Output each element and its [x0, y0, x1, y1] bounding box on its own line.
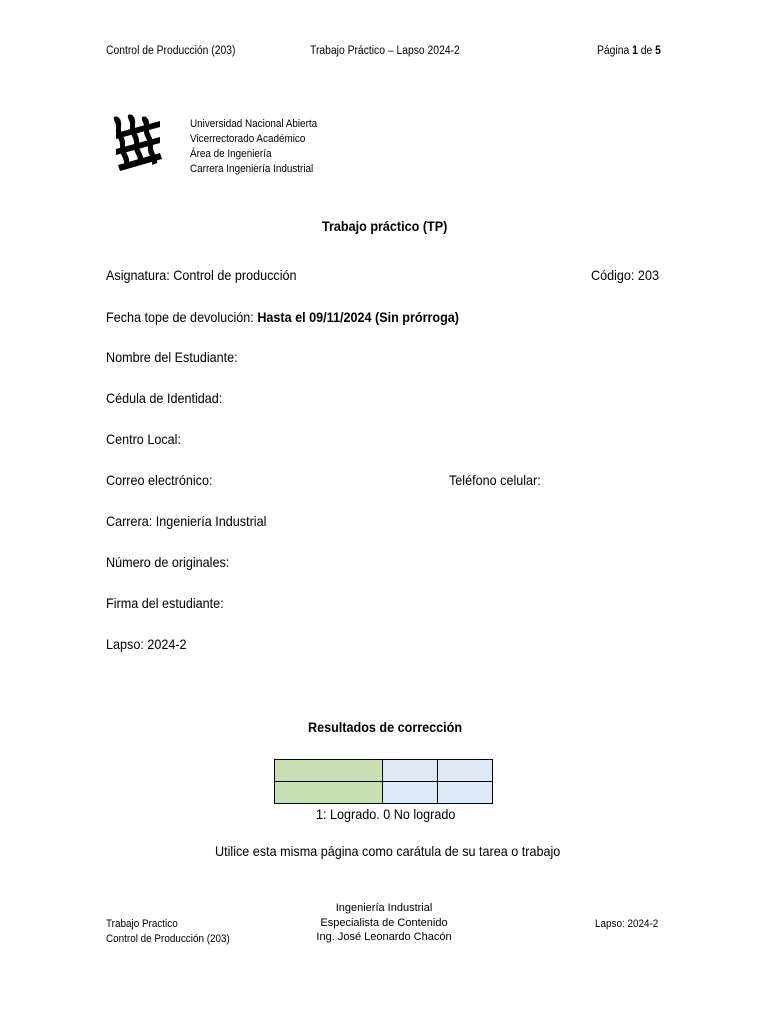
header-course: Control de Producción (203) — [106, 45, 236, 57]
footer-author: Ing. José Leonardo Chacón — [316, 931, 452, 943]
objective-cell — [275, 782, 383, 804]
subject-field: Asignatura: Control de producción — [106, 267, 297, 283]
page-separator: de — [637, 45, 656, 57]
footer-career: Ingeniería Industrial — [335, 902, 433, 914]
due-date-field — [106, 309, 459, 325]
cover-note: Utilice esta misma página como carátula de su tarea o trabajo — [215, 843, 561, 859]
footer-role: Especialista de Contenido — [320, 916, 448, 929]
score-cell — [383, 782, 438, 804]
header-title: Trabajo Práctico – Lapso 2024-2 — [310, 45, 460, 57]
footer-doc-type: Trabajo Practico — [106, 918, 178, 930]
page-total: 5 — [655, 45, 661, 57]
career-field: Carrera: Ingeniería Industrial — [106, 513, 267, 529]
table-row — [275, 782, 493, 804]
due-date-value: Hasta el 09/11/2024 (Sin prórroga) — [257, 309, 460, 325]
local-center-field: Centro Local: — [106, 431, 181, 447]
objective-cell — [275, 760, 383, 782]
code-field: Código: 203 — [591, 267, 659, 283]
results-title: Resultados de corrección — [308, 719, 463, 735]
page-current: 1 — [632, 45, 638, 57]
footer-term: Lapso: 2024-2 — [595, 918, 659, 930]
career: Carrera Ingeniería Industrial — [190, 163, 314, 175]
score-cell — [438, 760, 493, 782]
page-prefix: Página — [597, 45, 633, 57]
university-name: Universidad Nacional Abierta — [190, 118, 318, 130]
table-row — [275, 760, 493, 782]
originals-field: Número de originales: — [106, 554, 230, 570]
score-cell — [383, 760, 438, 782]
area: Área de Ingeniería — [190, 148, 272, 160]
una-logo-icon — [112, 113, 164, 173]
score-cell — [438, 782, 493, 804]
signature-field: Firma del estudiante: — [106, 595, 224, 611]
due-date-label: Fecha tope de devolución: — [106, 309, 258, 325]
footer-left — [106, 917, 230, 946]
vice-rectorate: Vicerrectorado Académico — [190, 133, 306, 145]
results-table — [274, 759, 493, 804]
results-legend: 1: Logrado. 0 No logrado — [316, 806, 456, 822]
footer-course: Control de Producción (203) — [106, 932, 230, 945]
header-page-number — [597, 45, 661, 57]
page-title: Trabajo práctico (TP) — [322, 218, 448, 234]
student-name-field: Nombre del Estudiante: — [106, 349, 238, 365]
footer-center — [284, 901, 484, 945]
phone-field: Teléfono celular: — [449, 472, 541, 488]
id-field: Cédula de Identidad: — [106, 390, 223, 406]
term-field: Lapso: 2024-2 — [106, 636, 187, 652]
email-field: Correo electrónico: — [106, 472, 213, 488]
